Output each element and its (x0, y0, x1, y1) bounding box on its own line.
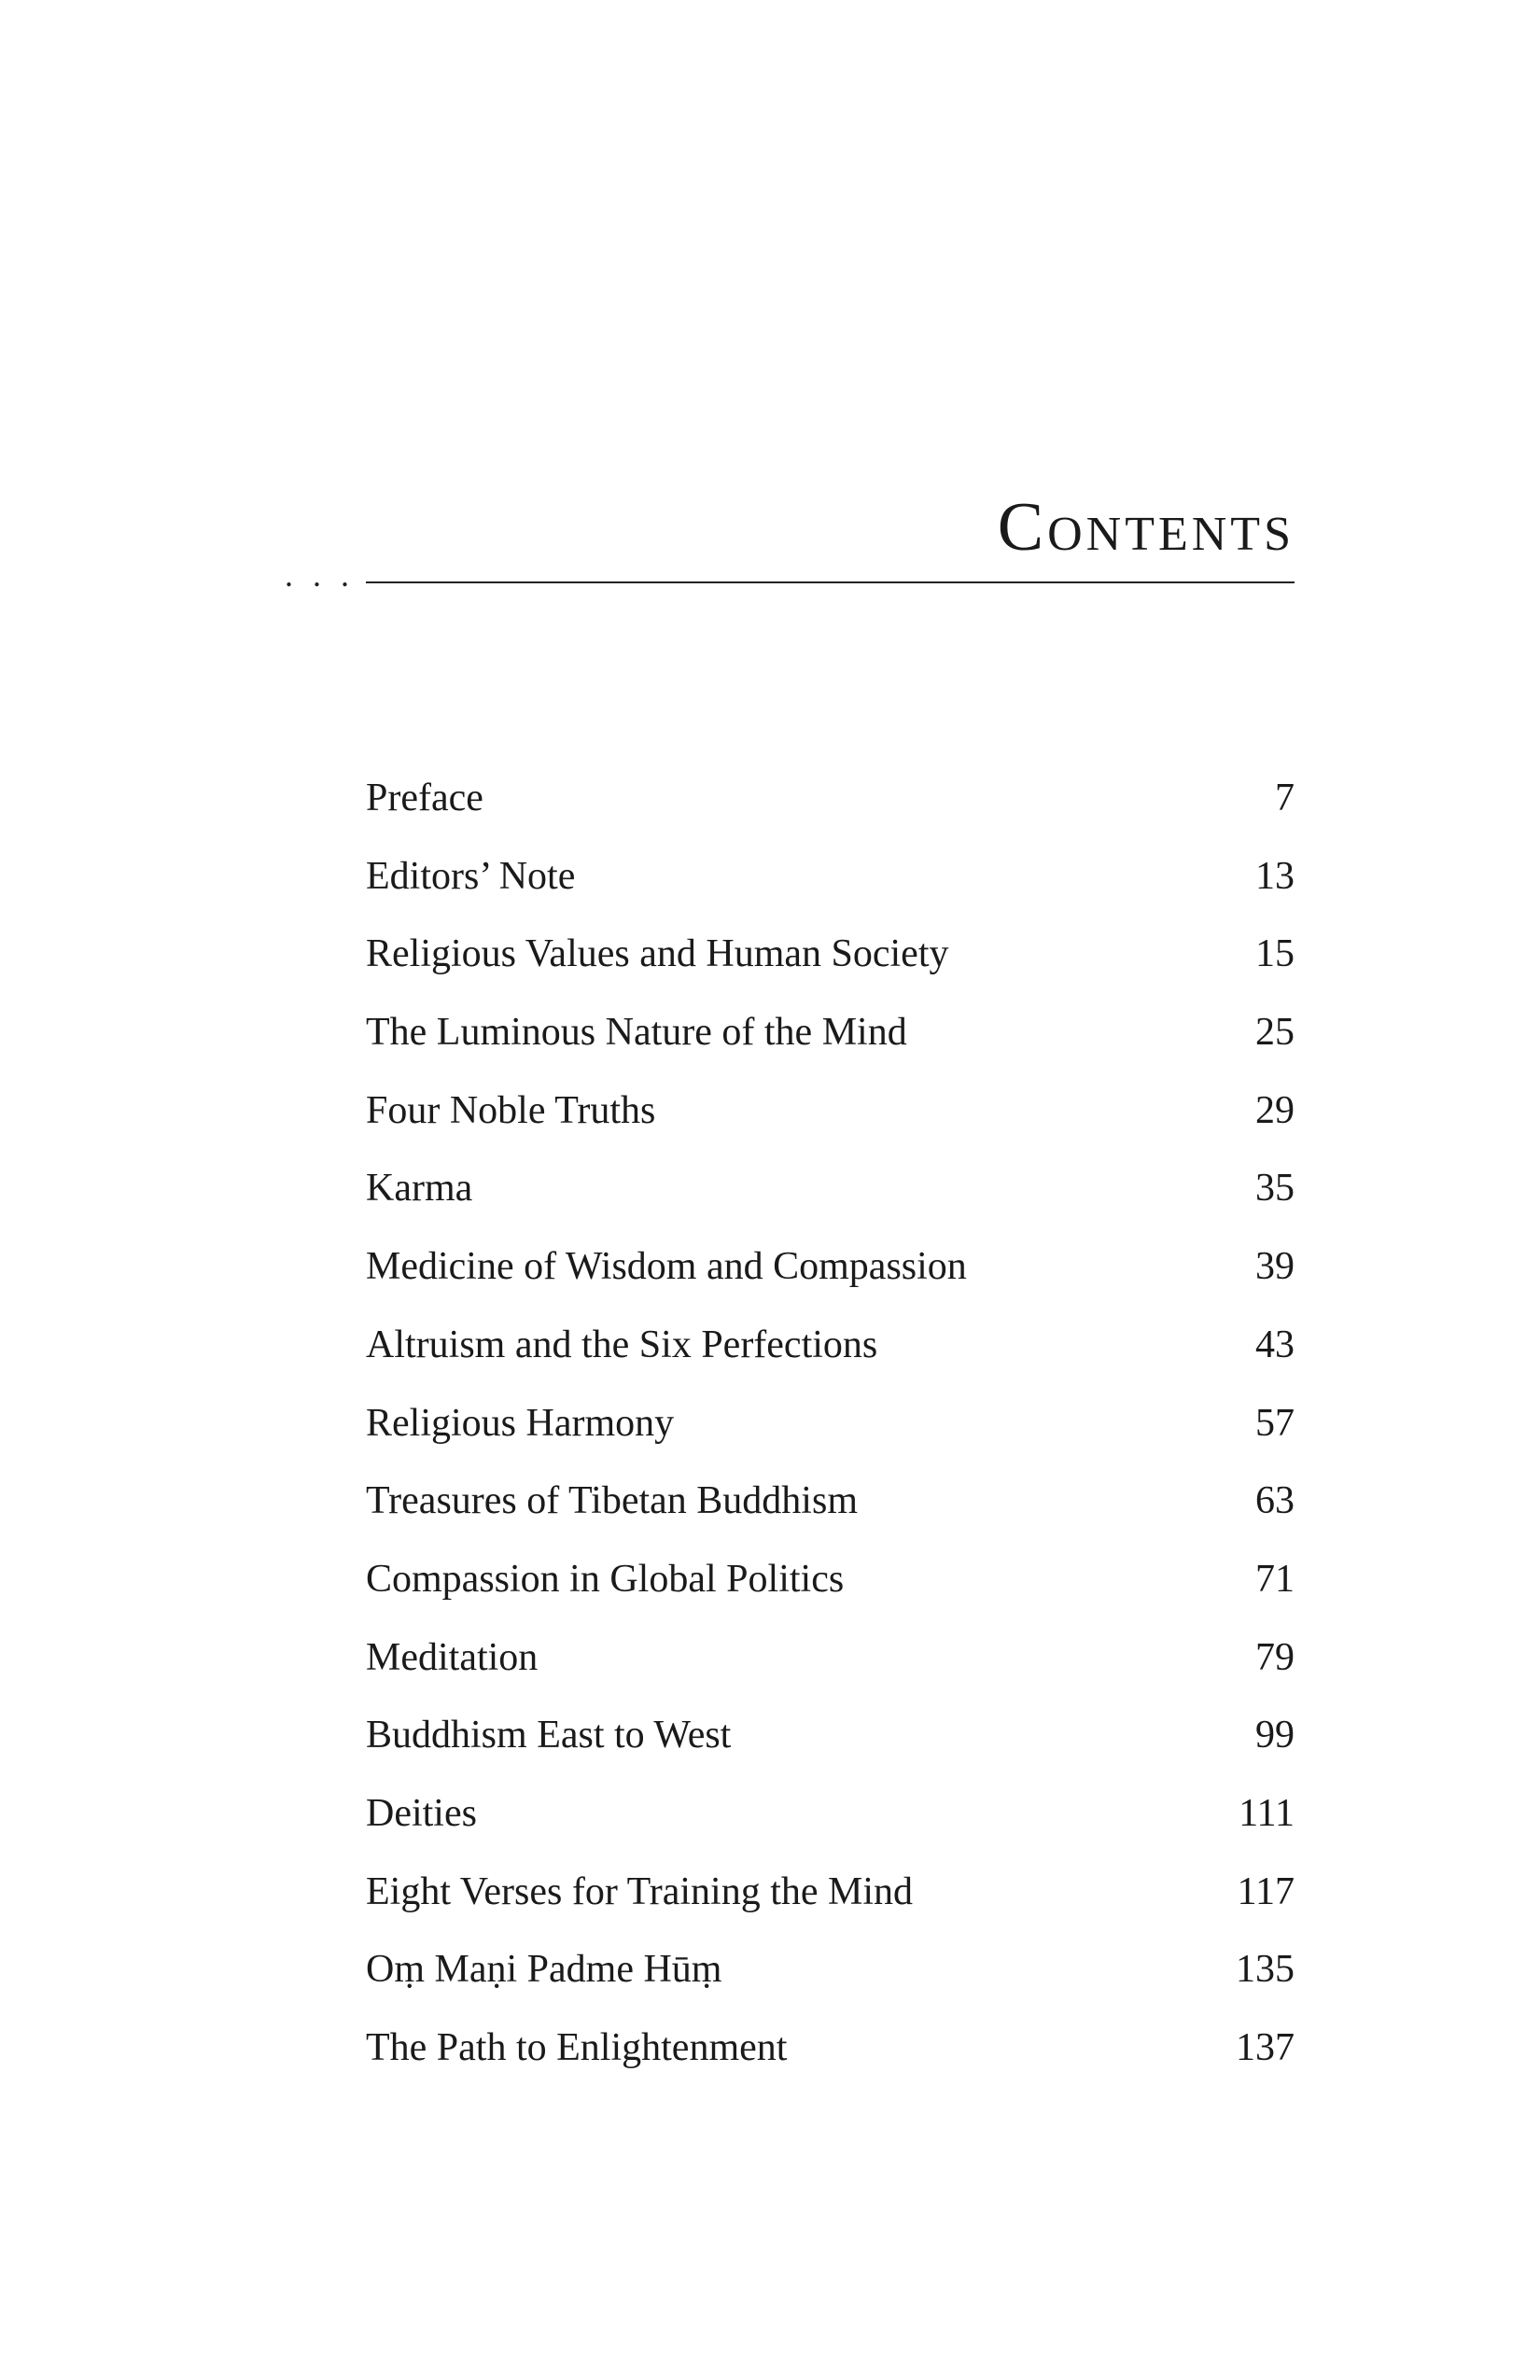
toc-entry[interactable] (366, 2015, 1295, 2093)
toc-entry-page: 79 (1255, 1635, 1295, 1679)
toc-entry-title: Altruism and the Six Perfections (366, 1323, 878, 1366)
toc-entry-title: Religious Values and Human Society (366, 932, 949, 976)
toc-entry-title: Religious Harmony (366, 1401, 675, 1445)
toc-entry-page: 71 (1255, 1557, 1295, 1601)
toc-entry[interactable] (366, 1468, 1295, 1547)
toc-entry-page: 43 (1255, 1323, 1295, 1366)
toc-entry-page: 63 (1255, 1479, 1295, 1523)
toc-entry-title: Buddhism East to West (366, 1714, 732, 1757)
toc-entry[interactable] (366, 1625, 1295, 1703)
toc-entry-title: The Path to Enlightenment (366, 2026, 788, 2069)
toc-entry[interactable] (366, 1547, 1295, 1625)
header-rule (366, 581, 1295, 583)
toc-entry[interactable] (366, 1155, 1295, 1234)
toc-entry-page: 15 (1255, 932, 1295, 976)
toc-entry-title: Oṃ Maṇi Padme Hūṃ (366, 1948, 722, 1992)
toc-entry[interactable] (366, 765, 1295, 844)
toc-entry-page: 13 (1255, 854, 1295, 898)
toc-entry[interactable] (366, 1000, 1295, 1078)
toc-entry-page: 57 (1255, 1401, 1295, 1445)
toc-entry[interactable] (366, 1859, 1295, 1938)
toc-entry[interactable] (366, 1937, 1295, 2015)
toc-entry-title: Editors’ Note (366, 854, 576, 898)
table-of-contents (366, 765, 1295, 2093)
toc-entry-title: The Luminous Nature of the Mind (366, 1011, 907, 1055)
toc-entry[interactable] (366, 1078, 1295, 1156)
toc-entry[interactable] (366, 1234, 1295, 1312)
toc-entry-page: 135 (1236, 1948, 1295, 1992)
toc-entry[interactable] (366, 1781, 1295, 1859)
toc-entry-page: 111 (1239, 1791, 1295, 1835)
toc-entry[interactable] (366, 844, 1295, 922)
toc-entry-page: 29 (1255, 1088, 1295, 1132)
toc-entry[interactable] (366, 1702, 1295, 1781)
toc-entry-title: Meditation (366, 1635, 539, 1679)
toc-entry-title: Medicine of Wisdom and Compassion (366, 1245, 967, 1289)
toc-entry-page: 137 (1236, 2026, 1295, 2069)
toc-entry-page: 35 (1255, 1167, 1295, 1211)
page-title: Contents (997, 489, 1295, 566)
toc-entry-title: Treasures of Tibetan Buddhism (366, 1479, 858, 1523)
toc-entry-title: Preface (366, 777, 483, 819)
toc-entry-page: 25 (1255, 1011, 1295, 1055)
header-ornament-dots: . . . (285, 556, 355, 594)
toc-entry-title: Deities (366, 1791, 477, 1835)
toc-entry-title: Four Noble Truths (366, 1088, 656, 1132)
toc-entry[interactable] (366, 1391, 1295, 1469)
toc-entry-page: 39 (1255, 1245, 1295, 1289)
toc-entry[interactable] (366, 921, 1295, 1000)
toc-entry[interactable] (366, 1312, 1295, 1391)
toc-entry-page: 117 (1237, 1869, 1295, 1913)
toc-entry-page: 7 (1275, 777, 1295, 819)
toc-entry-title: Karma (366, 1167, 473, 1211)
toc-entry-title: Eight Verses for Training the Mind (366, 1869, 914, 1913)
toc-entry-title: Compassion in Global Politics (366, 1557, 845, 1601)
toc-entry-page: 99 (1255, 1714, 1295, 1757)
